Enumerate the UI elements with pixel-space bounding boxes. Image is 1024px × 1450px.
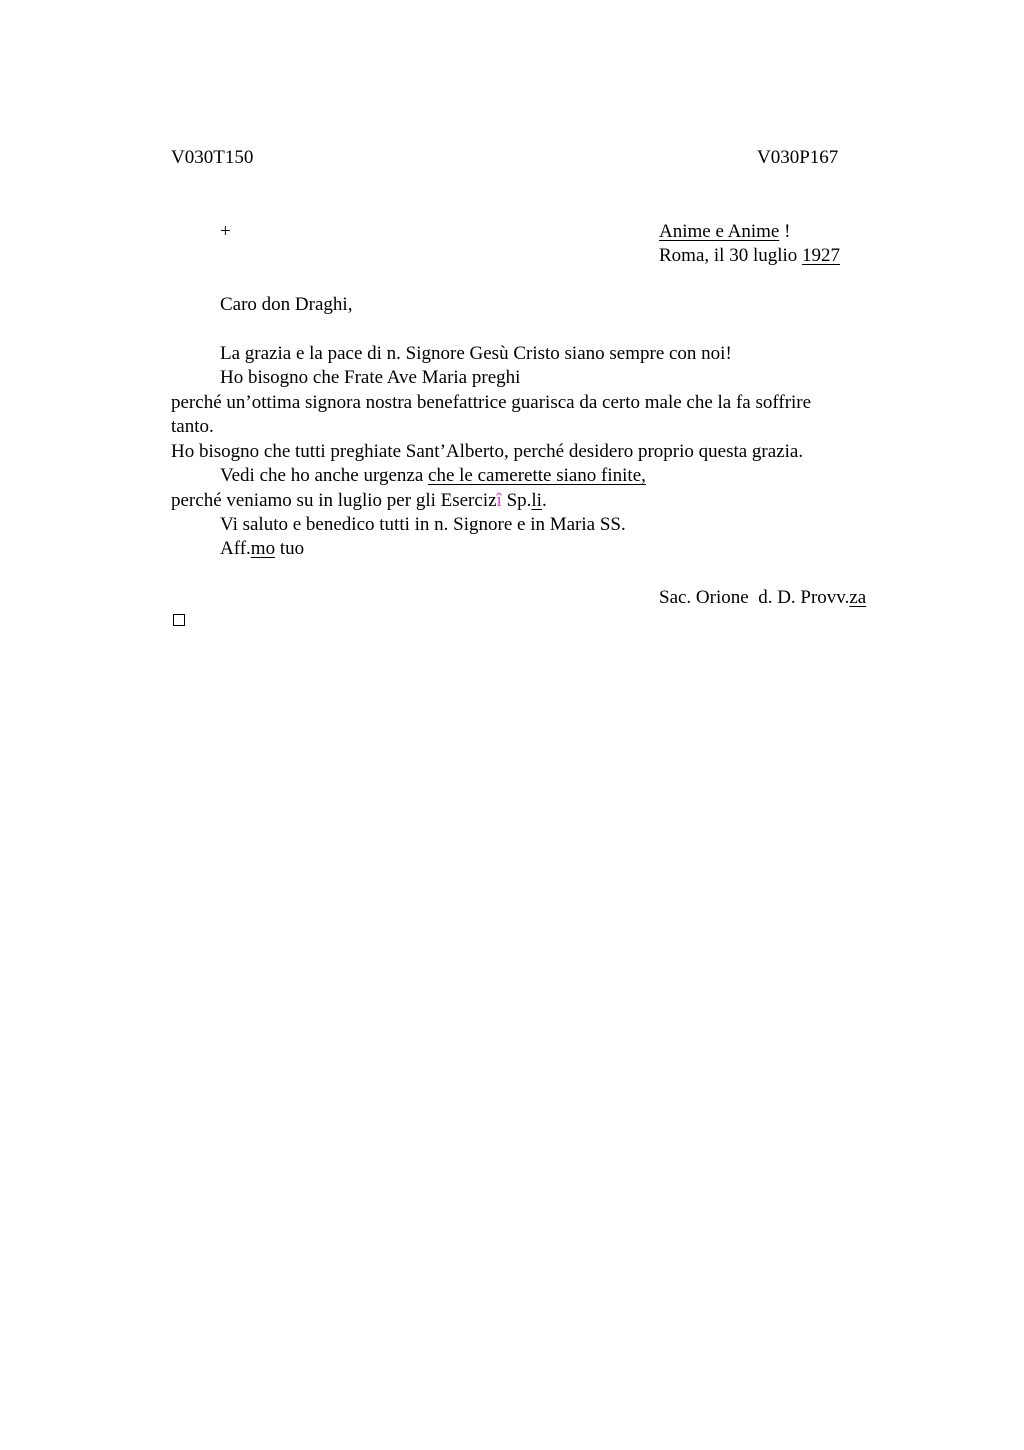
- body-line-7: [171, 489, 547, 513]
- signature: [659, 586, 866, 610]
- document-code-left: V030T150: [171, 147, 254, 168]
- year: 1927: [802, 245, 841, 266]
- signature-underlined: za: [849, 587, 867, 608]
- body-line-8: Vi saluto e benedico tutti in n. Signore e in Maria SS.: [220, 514, 626, 535]
- body-line-3: perché un’ottima signora nostra benefattrice guarisca da certo male che la fa soffrire: [171, 392, 812, 413]
- body-line-7-mid: Sp.: [501, 490, 532, 511]
- cross-symbol: +: [220, 221, 231, 242]
- body-line-7-prefix: perché veniamo su in luglio per gli Eserciz: [171, 490, 497, 511]
- body-line-1: La grazia e la pace di n. Signore Gesù Cristo siano sempre con noi!: [220, 343, 732, 364]
- end-marker-square-icon: [173, 614, 185, 626]
- motto-underlined: Anime e Anime: [659, 221, 780, 242]
- place-date-text: Roma, il 30 luglio: [659, 245, 803, 266]
- accent-character: î: [496, 490, 502, 511]
- signature-text: Sac. Orione d. D. Provv.: [659, 587, 850, 608]
- motto-suffix: !: [779, 221, 791, 242]
- document-code-right: V030P167: [757, 147, 839, 168]
- body-line-7-end: .: [541, 490, 547, 511]
- motto: [659, 220, 790, 244]
- closing-suffix: tuo: [275, 538, 305, 559]
- body-line-4: tanto.: [171, 416, 214, 437]
- closing-prefix: Aff.: [220, 538, 251, 559]
- body-line-6-underlined: che le camerette siano finite,: [428, 465, 646, 486]
- body-line-6-prefix: Vedi che ho anche urgenza: [220, 465, 429, 486]
- body-line-6: [220, 464, 646, 488]
- closing: [220, 537, 304, 561]
- salutation: Caro don Draghi,: [220, 294, 353, 315]
- body-line-7-underlined: li: [531, 490, 542, 511]
- body-line-5: Ho bisogno che tutti preghiate Sant’Alberto, perché desidero proprio questa grazia.: [171, 441, 804, 462]
- body-line-2: Ho bisogno che Frate Ave Maria preghi: [220, 367, 521, 388]
- place-date: [659, 244, 840, 268]
- closing-underlined: mo: [250, 538, 276, 559]
